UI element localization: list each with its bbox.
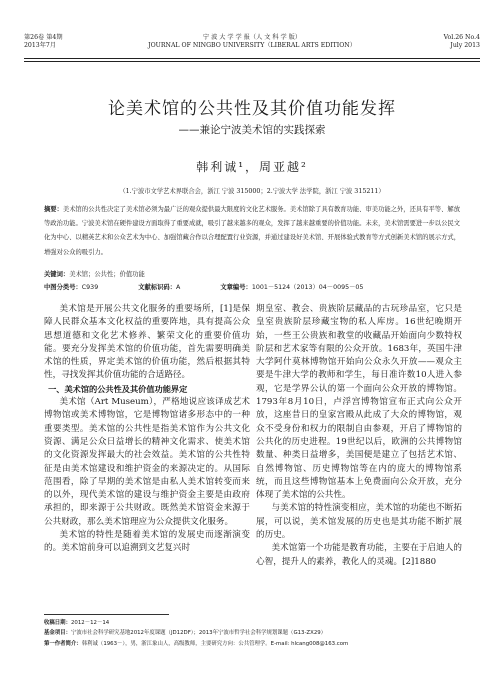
vol-en: Vol.26 No.4 [443, 34, 480, 41]
paragraph: 期皇室、教会、贵族阶层藏品的古玩珍品室，它只是皇室贵族阶层珍藏宝物的私人库房。16世纪晚期开始，一些王公贵族和教堂的收藏品开始面向少数特权阶层和艺术家等有限的公众开放。1683年，英国牛津大学阿什莫林博物馆开始向公众永久开放——观众主要是牛津大学的教师和学生，每日准许数10人进入参观，它是学界公认的第一个面向公众开放的博物馆。1793年8月10日，卢浮宫博物馆宣布正式向公众开放，这座昔日的皇家宫殿从此成了大众的博物馆，观众不受身份和权力的限制自由参观，开启了博物馆的公共化的历史进程。19世纪以后，欧洲的公共博物馆数量、种类日益增多，美国便是建立了包括艺术馆、自然博物馆、历史博物馆等在内的庞大的博物馆系统，而且这些博物馆基本上免费面向公众开放，充分体现了美术馆的公共性。 [256, 304, 462, 501]
paragraph: 美术馆（Art Museum），严格地说应该译成艺术博物馆或美术博物馆，它是博物馆诸多形态中的一种重要类型。美术馆的公共性是指美术馆作为公共文化资源、满足公众日益增长的精神文化需求、使美术馆的文化资源发挥最大的社会效益。美术馆的公共性特征是由美术馆建设和维护资金的来源决定的。从国际范围看，除了早期的美术馆是由私人美术馆转变而来的以外，现代美术馆的建设与维护资金主要是由政府承担的，即来源于公共财政。既然美术馆资金来源于公共财政，那么美术馆理应为公众提供文化服务。 [44, 397, 250, 527]
header-left [24, 34, 63, 50]
article-no-field [220, 282, 363, 291]
abstract [44, 203, 460, 260]
article-no-label: 文章编号： [220, 284, 252, 291]
author-note-text: 韩利诚（1963－），男，浙江象山人，高级教师，主要研究方向：公共管理学。E-mail: hlcang008@163.com [81, 640, 349, 647]
clc-label: 中图分类号： [44, 284, 82, 291]
keywords-text: 美术馆；公共性；价值功能 [69, 271, 145, 278]
received-note [44, 618, 464, 628]
header-rule-thin [24, 61, 480, 62]
classification-line [44, 282, 460, 291]
abstract-label: 摘要： [44, 206, 63, 213]
article-authors: 韩利诚¹，周亚越² [196, 160, 308, 174]
keywords [44, 269, 460, 278]
header-rule [24, 58, 480, 59]
footnote-rule [44, 614, 169, 615]
paragraph: 美术馆是开展公共文化服务的重要场所，[1]是保障人民群众基本文化权益的重要阵地，具有提高公众思想道德和文化艺术修养、繁荣文化的重要价值功能。要充分发挥美术馆的价值功能，首先需要明确美术馆的性质，界定美术馆的价值功能，然后根据其特性，寻找发挥其价值功能的合适路径。 [44, 304, 250, 381]
fund-note [44, 628, 464, 638]
header-center [144, 34, 360, 50]
author-note [44, 639, 464, 649]
article-no-value: 1001－5124（2013）04－0095－05 [251, 284, 364, 291]
body-column-left [44, 303, 250, 556]
section-heading: 一、美术馆的公共性及其价值功能界定 [48, 383, 188, 394]
received-date: 2012－12－14 [70, 620, 110, 626]
article-subtitle: ——兼论宁波美术馆的实践探索 [178, 124, 326, 136]
issue-cn: 第26卷 第4期 [24, 34, 63, 41]
fund-label: 基金项目： [44, 630, 71, 637]
paragraph: 与美术馆的特性演变相应，美术馆的功能也不断拓展，可以说，美术馆发展的历史也是其功能不断扩展的历史。 [256, 503, 462, 541]
date-cn: 2013年7月 [24, 42, 57, 49]
body-column-right [256, 303, 462, 569]
doc-label: 文献标识码： [138, 284, 176, 291]
journal-en: JOURNAL OF NINGBO UNIVERSITY（LIBERAL ARTS EDITION） [148, 42, 356, 49]
author-affiliation: （1.宁波市文学艺术界联合会，浙江 宁波 315000；2.宁波大学 法学院，浙江 宁波 315211） [119, 188, 385, 195]
footnotes [44, 618, 464, 649]
keywords-label: 关键词： [44, 271, 70, 278]
running-header [24, 34, 480, 56]
author-note-label: 第一作者简介： [44, 640, 82, 647]
abstract-text: 美术馆的公共性决定了美术馆必须为最广泛的观众提供最大限度的文化艺术服务。美术馆除了具有教育功能、审美功能之外，还具有平等、解放等政治功能。宁波美术馆在硬件建设方面取得了重要成就，吸引了越来越多的观众，发挥了越来越重要的价值功能。未来，美术馆需要进一步以公民文化为中心、以精英艺术和公众艺术为中心、加强馆藏合作以合理配置行业资源，并通过建设好美术馆、开展体验式教育等方式创新美术馆的展示方式，增强对公众的吸引力。 [44, 206, 461, 256]
paragraph: 美术馆第一个功能是教育功能，主要在于启迪人的心智，提升人的素养，教化人的灵魂。[2]1880 [256, 543, 462, 567]
header-right [444, 34, 480, 50]
clc-value: C939 [81, 284, 99, 291]
paragraph: 美术馆的特性是随着美术馆的发展史而逐渐演变的。美术馆前身可以追溯到文艺复兴时 [44, 530, 250, 554]
fund-text: 宁波市社会科学研究基地2012年度课题（JD12DF）；2013年宁波市哲学社会科学规划课题（G13-ZX29） [70, 630, 327, 637]
journal-cn: 宁 波 大 学 学 报（人 文 科 学 版） [202, 34, 302, 41]
article-title: 论美术馆的公共性及其价值功能发挥 [108, 99, 396, 119]
doc-field [138, 282, 180, 291]
received-label: 收稿日期： [44, 620, 71, 626]
clc-field [44, 282, 98, 291]
date-en: July 2013 [450, 42, 480, 49]
doc-value: A [176, 284, 181, 291]
